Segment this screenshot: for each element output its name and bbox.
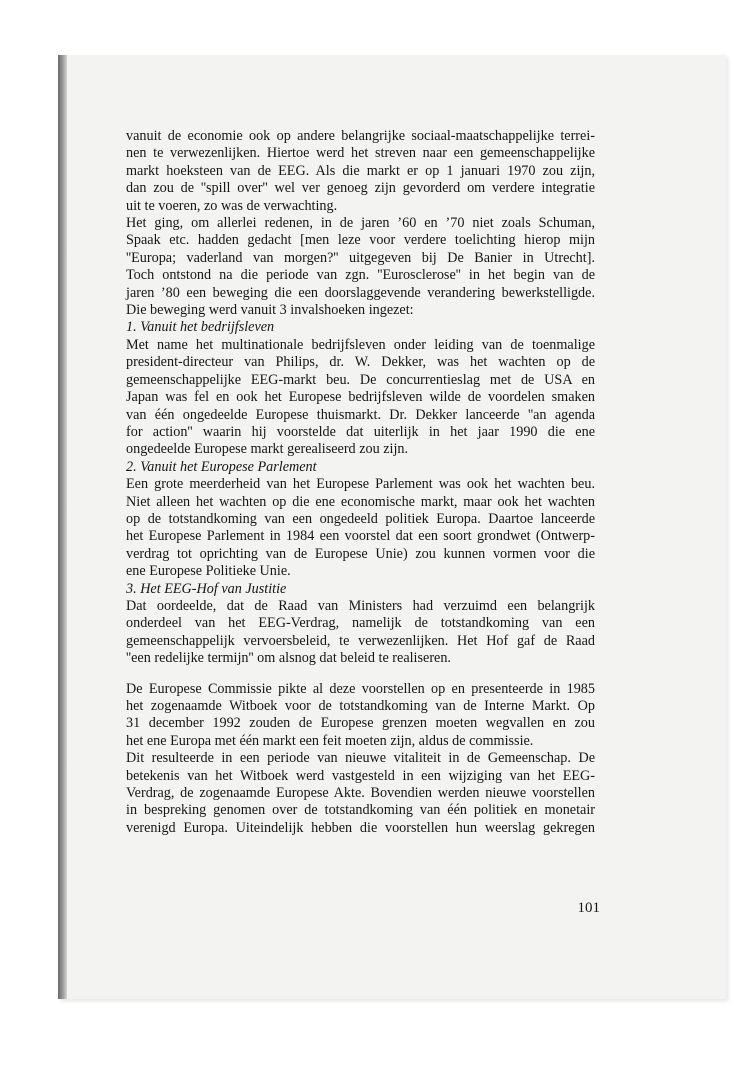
text-line: verdrag tot oprichting van de Europese Unie) zou kunnen vormen voor die [126,545,595,562]
text-line: Verdrag, de zogenaamde Europese Akte. Bovendien werden nieuwe voorstellen [126,785,595,802]
text-line: betekenis van het Witboek werd vastgesteld in een wijziging van het EEG- [126,767,595,784]
text-line: uit te voeren, zo was de verwachting. [126,197,338,214]
text-line: jaren ’80 een beweging die een doorslaggevende verandering bewerkstelligde. [126,284,595,301]
text-line: ''een redelijke termijn'' om alsnog dat beleid te realiseren. [126,650,451,667]
text-line: op de totstandkoming van een ongedeeld politiek Europa. Daartoe lanceerde [126,510,595,527]
text-line: Dit resulteerde in een periode van nieuwe vitaliteit in de Gemeenschap. De [126,750,595,767]
text-line: Een grote meerderheid van het Europese Parlement was ook het wachten beu. [126,476,595,493]
text-line: dan zou de ''spill over'' wel ver genoeg zijn gevorderd om verdere integratie [126,180,595,197]
section-heading: 2. Vanuit het Europese Parlement [126,458,317,475]
section-heading: 3. Het EEG-Hof van Justitie [126,580,287,597]
text-line: vanuit de economie ook op andere belangrijke sociaal-maatschappelijke terrei- [126,128,595,144]
text-line: Toch ontstond na die periode van zgn. ''Eurosclerose'' in het begin van de [126,267,595,284]
page-number: 101 [577,900,600,916]
paragraph-gap [126,668,595,681]
text-line: van één ongedeelde Europese thuismarkt. Dr. Dekker lanceerde ''an agenda [126,406,595,423]
text-line: Met name het multinationale bedrijfsleven onder leiding van de toenmalige [126,336,595,353]
text-line: onderdeel van het EEG-Verdrag, namelijk de totstandkoming van een [126,615,595,632]
text-line: gemeenschappelijk vervoersbeleid, te verwezenlijken. Het Hof gaf de Raad [126,632,595,649]
text-line: het ene Europa met één markt een feit moeten zijn, aldus de commissie. [126,732,534,749]
text-line: ene Europese Politieke Unie. [126,563,291,580]
text-line: Niet alleen het wachten op die ene economische markt, maar ook het wachten [126,493,595,510]
body-text [126,128,595,837]
text-line: Spaak etc. hadden gedacht [men leze voor verdere toelichting hierop mijn [126,232,595,249]
text-line: 31 december 1992 zouden de Europese grenzen moeten wegvallen en zou [126,715,595,732]
text-line: Japan was fel en ook het Europese bedrijfsleven wilde de voordelen smaken [126,389,595,406]
text-line: Het ging, om allerlei redenen, in de jaren ’60 en ’70 niet zoals Schuman, [126,215,595,232]
text-line: het zogenaamde Witboek voor de totstandkoming van de Interne Markt. Op [126,698,595,714]
book-spine-shadow [58,55,67,999]
text-line: markt hoeksteen van de EEG. Als die markt er op 1 januari 1970 zou zijn, [126,162,595,179]
text-line: in bespreking genomen over de totstandkoming van één politiek en monetair [126,802,595,819]
text-line: nen te verwezenlijken. Hiertoe werd het streven naar een gemeenschappelijke [126,145,595,162]
section-heading: 1. Vanuit het bedrijfsleven [126,319,275,336]
text-line: Dat oordeelde, dat de Raad van Ministers had verzuimd een belangrijk [126,597,595,614]
text-line: ongedeelde Europese markt gerealiseerd zou zijn. [126,441,409,458]
text-line: president-directeur van Philips, dr. W. Dekker, was het wachten op de [126,354,595,371]
text-line: for action'' waarin hij voorstelde dat uiterlijk in het jaar 1990 die ene [126,423,595,440]
text-line: ''Europa; vaderland van morgen?'' uitgegeven bij De Banier in Utrecht]. [126,249,595,266]
text-line: het Europese Parlement in 1984 een voorstel dat een soort grondwet (Ontwerp- [126,528,595,545]
text-line: verenigd Europa. Uiteindelijk hebben die voorstellen hun weerslag gekregen [126,819,595,836]
text-line: gemeenschappelijke EEG-markt beu. De concurrentieslag met de USA en [126,371,595,388]
text-line: De Europese Commissie pikte al deze voorstellen op en presenteerde in 1985 [126,680,595,697]
text-line: Die beweging werd vanuit 3 invalshoeken ingezet: [126,302,414,319]
